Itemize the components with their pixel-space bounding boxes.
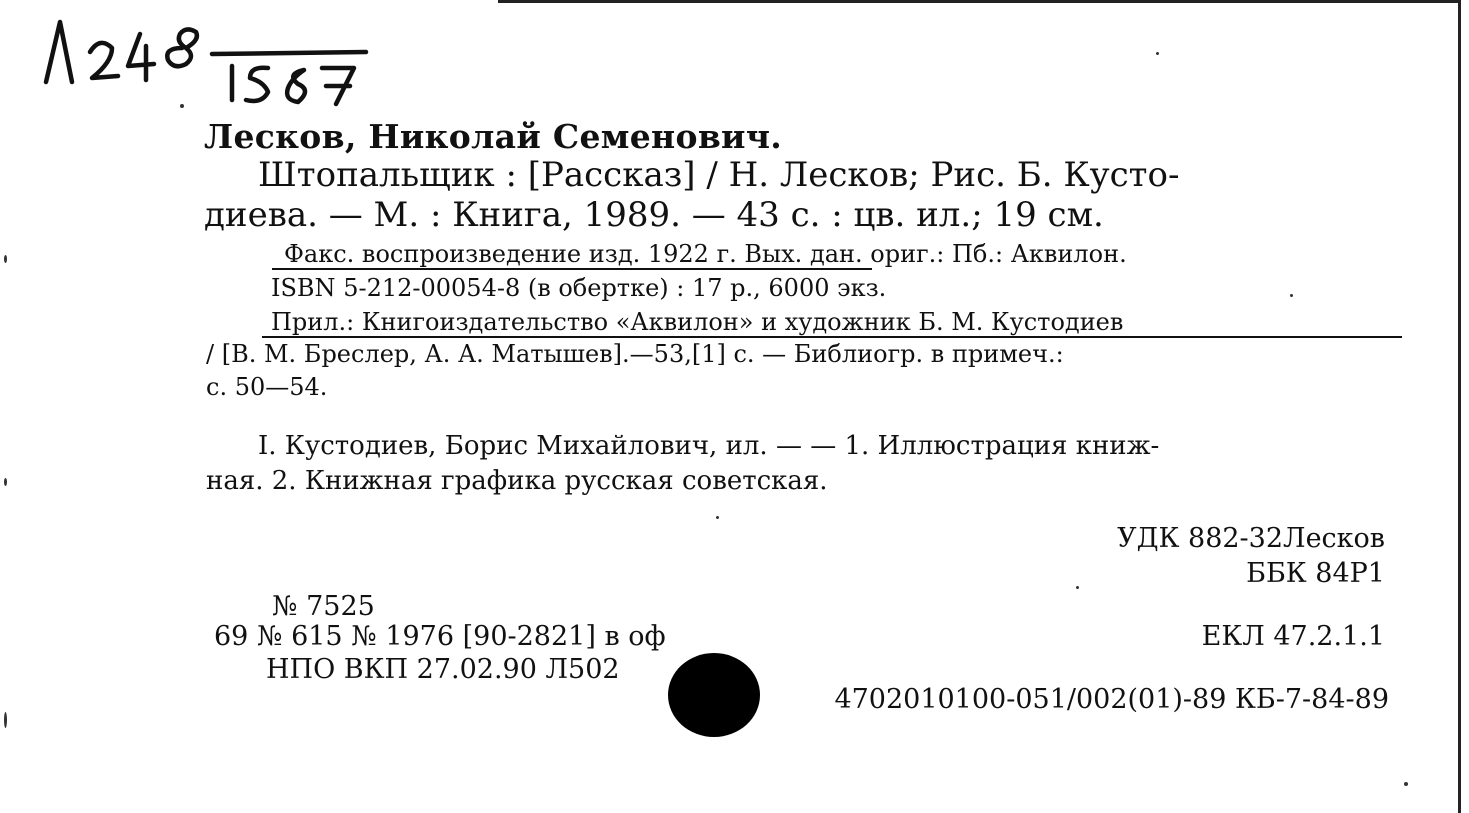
dust-speck — [4, 478, 7, 486]
dust-speck — [716, 516, 719, 519]
dust-speck — [1290, 294, 1293, 297]
dust-speck — [1404, 782, 1408, 786]
note-line-4: / [В. М. Бреслер, А. А. Матышев].—53,[1] с. — Библиогр. в примеч.: — [206, 340, 1064, 368]
note-line-1: Факс. воспроизведение изд. 1922 г. Вых. дан. ориг.: Пб.: Аквилон. — [284, 240, 1127, 268]
udk-index: УДК 882-32Лесков — [1117, 523, 1385, 554]
dust-speck — [1076, 586, 1079, 589]
note-line-2: ISBN 5-212-00054-8 (в обертке) : 17 р., 6000 экз. — [271, 274, 887, 302]
note-line-3: Прил.: Книгоиздательство «Аквилон» и художник Б. М. Кустодиев — [271, 308, 1124, 336]
bbk-index: ББК 84Р1 — [1246, 558, 1385, 589]
subjects-line-1: I. Кустодиев, Борис Михайлович, ил. — — 1. Иллюстрация книж- — [258, 431, 1160, 461]
card-number-line-2: 69 № 615 № 1976 [90-2821] в оф — [214, 621, 666, 652]
card-number-line-1: № 7525 — [272, 591, 375, 622]
subjects-line-2: ная. 2. Книжная графика русская советская. — [206, 466, 828, 496]
note-line-5: с. 50—54. — [206, 373, 328, 401]
dust-speck — [4, 255, 7, 263]
author-heading: Лесков, Николай Семенович. — [204, 117, 783, 156]
underline-mark — [272, 268, 872, 270]
ekl-index: ЕКЛ 47.2.1.1 — [1201, 621, 1385, 652]
card-top-border — [498, 0, 1458, 3]
dust-speck — [1156, 52, 1159, 55]
handwritten-shelfmark — [36, 8, 376, 108]
publication-code: 4702010100-051/002(01)-89 КБ-7-84-89 — [834, 684, 1389, 715]
title-line-1: Штопальщик : [Рассказ] / Н. Лесков; Рис. Б. Кусто- — [258, 155, 1180, 195]
underline-mark — [262, 336, 1402, 338]
card-right-border — [1458, 0, 1461, 813]
card-number-line-3: НПО ВКП 27.02.90 Л502 — [266, 654, 620, 685]
title-line-2: диева. — М. : Книга, 1989. — 43 с. : цв. ил.; 19 см. — [204, 195, 1104, 235]
dust-speck — [180, 104, 184, 108]
punch-hole — [668, 653, 760, 737]
dust-speck — [4, 712, 7, 728]
